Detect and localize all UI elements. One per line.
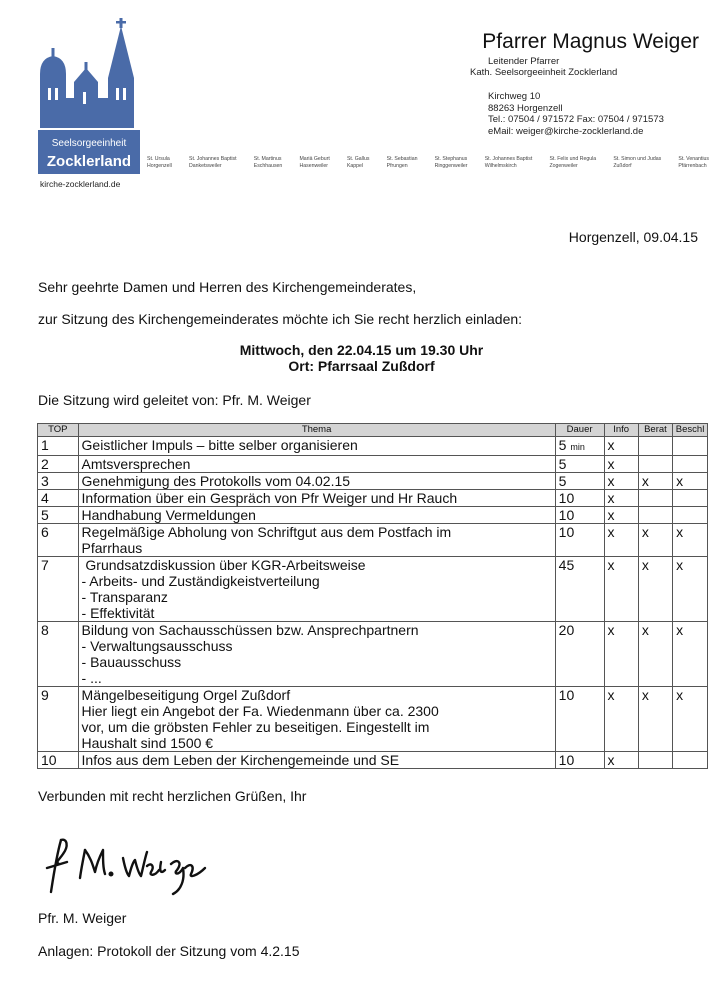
meeting-location: Ort: Pfarrsaal Zußdorf (288, 358, 435, 374)
agenda-topic-line: - ... (81, 670, 102, 686)
agenda-topic-line: Regelmäßige Abholung von Schriftgut aus dem Postfach im (81, 524, 452, 540)
agenda-item-decision (673, 507, 708, 524)
header-duration: Dauer (555, 424, 604, 437)
agenda-topic-line: Amtsversprechen (81, 456, 191, 472)
handwritten-signature (45, 832, 215, 897)
parish-item: St. Martinus Eschhausen (253, 156, 283, 169)
agenda-row (38, 752, 708, 769)
agenda-item-info: x (604, 622, 638, 687)
agenda-item-decision: x (673, 622, 708, 687)
duration-value: 10 (558, 490, 575, 506)
agenda-topic-line: Haushalt sind 1500 € (81, 735, 214, 751)
agenda-item-duration (555, 507, 604, 524)
agenda-body (38, 437, 708, 769)
duration-value: 5 (558, 437, 567, 453)
agenda-topic-line: Mängelbeseitigung Orgel Zußdorf (81, 687, 291, 703)
agenda-item-info: x (604, 456, 638, 473)
attachments: Anlagen: Protokoll der Sitzung vom 4.2.15 (38, 943, 300, 959)
agenda-item-advice: x (638, 622, 672, 687)
agenda-item-duration (555, 437, 604, 456)
duration-value: 10 (558, 752, 575, 768)
signer-name: Pfr. M. Weiger (38, 910, 127, 926)
intro-text: zur Sitzung des Kirchengemeinderates möchte ich Sie recht herzlich einladen: (38, 311, 523, 327)
agenda-item-advice: x (638, 524, 672, 557)
agenda-item-number: 6 (38, 524, 79, 557)
letter-date: Horgenzell, 09.04.15 (568, 229, 698, 245)
agenda-row (38, 473, 708, 490)
agenda-item-topic (78, 557, 555, 622)
agenda-item-number: 9 (38, 687, 79, 752)
agenda-item-topic (78, 456, 555, 473)
logo-text-line2: Zocklerland (46, 153, 132, 170)
agenda-item-duration (555, 490, 604, 507)
logo-url: kirche-zocklerland.de (40, 179, 121, 189)
agenda-item-info: x (604, 557, 638, 622)
agenda-item-decision: x (673, 473, 708, 490)
agenda-topic-line: - Arbeits- und Zuständigkeistverteilung (81, 573, 320, 589)
agenda-item-topic (78, 507, 555, 524)
agenda-item-topic (78, 437, 555, 456)
agenda-item-number: 5 (38, 507, 79, 524)
agenda-item-topic (78, 622, 555, 687)
agenda-item-duration (555, 557, 604, 622)
agenda-item-number: 10 (38, 752, 79, 769)
parish-item: St. Gallus Kappel (346, 156, 370, 169)
agenda-item-number: 7 (38, 557, 79, 622)
agenda-table (37, 423, 708, 769)
agenda-item-advice (638, 752, 672, 769)
agenda-row (38, 622, 708, 687)
agenda-item-decision: x (673, 557, 708, 622)
agenda-item-topic (78, 490, 555, 507)
agenda-row (38, 437, 708, 456)
agenda-item-duration (555, 687, 604, 752)
agenda-item-decision (673, 456, 708, 473)
agenda-item-advice: x (638, 473, 672, 490)
sender-street: Kirchweg 10 (488, 91, 541, 102)
agenda-topic-line: - Verwaltungsausschuss (81, 638, 233, 654)
agenda-item-info: x (604, 473, 638, 490)
agenda-header-row (38, 424, 708, 437)
agenda-item-advice (638, 437, 672, 456)
agenda-item-decision: x (673, 687, 708, 752)
duration-value: 20 (558, 622, 575, 638)
duration-value: 10 (558, 687, 575, 703)
duration-unit: min (570, 442, 585, 452)
meeting-info (0, 342, 723, 374)
agenda-item-duration (555, 456, 604, 473)
agenda-item-info: x (604, 437, 638, 456)
header-advice: Berat (638, 424, 672, 437)
agenda-item-topic (78, 687, 555, 752)
agenda-item-info: x (604, 524, 638, 557)
header-top: TOP (38, 424, 79, 437)
agenda-item-advice (638, 456, 672, 473)
agenda-item-info: x (604, 752, 638, 769)
agenda-item-advice (638, 490, 672, 507)
agenda-item-number: 4 (38, 490, 79, 507)
agenda-item-info: x (604, 490, 638, 507)
duration-value: 45 (558, 557, 575, 573)
agenda-topic-line: Pfarrhaus (81, 540, 143, 556)
agenda-item-duration (555, 752, 604, 769)
duration-value: 5 (558, 473, 567, 489)
agenda-item-topic (78, 524, 555, 557)
logo-text-line1: Seelsorgeeinheit (51, 138, 127, 149)
agenda-item-decision (673, 437, 708, 456)
parish-item: Mariä Geburt Hasenweiler (299, 156, 330, 169)
agenda-topic-line: Grundsatzdiskussion über KGR-Arbeitsweise (81, 557, 366, 573)
agenda-item-number: 1 (38, 437, 79, 456)
agenda-topic-line: Geistlicher Impuls – bitte selber organisieren (81, 437, 358, 453)
sender-address (488, 91, 664, 137)
agenda-topic-line: Information über ein Gespräch von Pfr Weiger und Hr Rauch (81, 490, 458, 506)
parish-list (147, 156, 709, 169)
parish-item: St. Stephanus Ringgenweiler (434, 156, 468, 169)
agenda-item-advice: x (638, 557, 672, 622)
agenda-item-topic (78, 752, 555, 769)
header-info: Info (604, 424, 638, 437)
agenda-topic-line: Handhabung Vermeldungen (81, 507, 256, 523)
agenda-item-decision (673, 752, 708, 769)
parish-item: St. Simon und Judas Zußdorf (613, 156, 662, 169)
parish-item: St. Johannes Baptist Danketsweiler (188, 156, 237, 169)
meeting-chair: Die Sitzung wird geleitet von: Pfr. M. Weiger (38, 392, 311, 408)
duration-value: 5 (558, 456, 567, 472)
parish-item: St. Johannes Baptist Wilhelmskirch (484, 156, 533, 169)
agenda-item-advice: x (638, 687, 672, 752)
sender-unit: Kath. Seelsorgeeinheit Zocklerland (470, 67, 618, 78)
agenda-row (38, 490, 708, 507)
header-decision: Beschl (673, 424, 708, 437)
sender-name: Pfarrer Magnus Weiger (482, 30, 699, 53)
header-topic: Thema (78, 424, 555, 437)
agenda-topic-line: Genehmigung des Protokolls vom 04.02.15 (81, 473, 351, 489)
agenda-item-topic (78, 473, 555, 490)
agenda-item-number: 3 (38, 473, 79, 490)
agenda-item-info: x (604, 687, 638, 752)
parish-item: St. Felix und Regula Zogenweiler (549, 156, 597, 169)
agenda-item-decision (673, 490, 708, 507)
agenda-topic-line: Infos aus dem Leben der Kirchengemeinde und SE (81, 752, 400, 768)
agenda-item-duration (555, 524, 604, 557)
agenda-item-advice (638, 507, 672, 524)
agenda-item-duration (555, 473, 604, 490)
parish-item: St. Venantius Pfärrenbach (678, 156, 709, 169)
agenda-item-decision: x (673, 524, 708, 557)
agenda-topic-line: - Bauausschuss (81, 654, 182, 670)
agenda-topic-line: - Transparanz (81, 589, 168, 605)
agenda-topic-line: Hier liegt ein Angebot der Fa. Wiedenmann über ca. 2300 (81, 703, 439, 719)
agenda-row (38, 456, 708, 473)
agenda-row (38, 524, 708, 557)
sender-city: 88263 Horgenzell (488, 102, 563, 114)
agenda-row (38, 687, 708, 752)
sender-email[interactable]: eMail: weiger@kirche-zocklerland.de (488, 125, 644, 137)
agenda-row (38, 507, 708, 524)
agenda-item-number: 8 (38, 622, 79, 687)
parish-logo (38, 18, 140, 178)
agenda-item-number: 2 (38, 456, 79, 473)
duration-value: 10 (558, 507, 575, 523)
agenda-row (38, 557, 708, 622)
agenda-topic-line: - Effektivität (81, 605, 155, 621)
agenda-item-info: x (604, 507, 638, 524)
sender-position: Leitender Pfarrer (488, 56, 560, 67)
agenda-topic-line: Bildung von Sachausschüssen bzw. Ansprechpartnern (81, 622, 419, 638)
closing: Verbunden mit recht herzlichen Grüßen, Ihr (38, 788, 307, 804)
sender-phone: Tel.: 07504 / 971572 Fax: 07504 / 971573 (488, 114, 664, 125)
meeting-datetime: Mittwoch, den 22.04.15 um 19.30 Uhr (239, 342, 484, 358)
duration-value: 10 (558, 524, 575, 540)
parish-item: St. Sebastian Pfrungen (386, 156, 418, 169)
agenda-item-duration (555, 622, 604, 687)
salutation: Sehr geehrte Damen und Herren des Kirchengemeinderates, (38, 279, 417, 295)
agenda-topic-line: vor, um die gröbsten Fehler zu beseitigen. Eingestellt im (81, 719, 430, 735)
parish-item: St. Ursula Horgenzell (147, 156, 172, 169)
